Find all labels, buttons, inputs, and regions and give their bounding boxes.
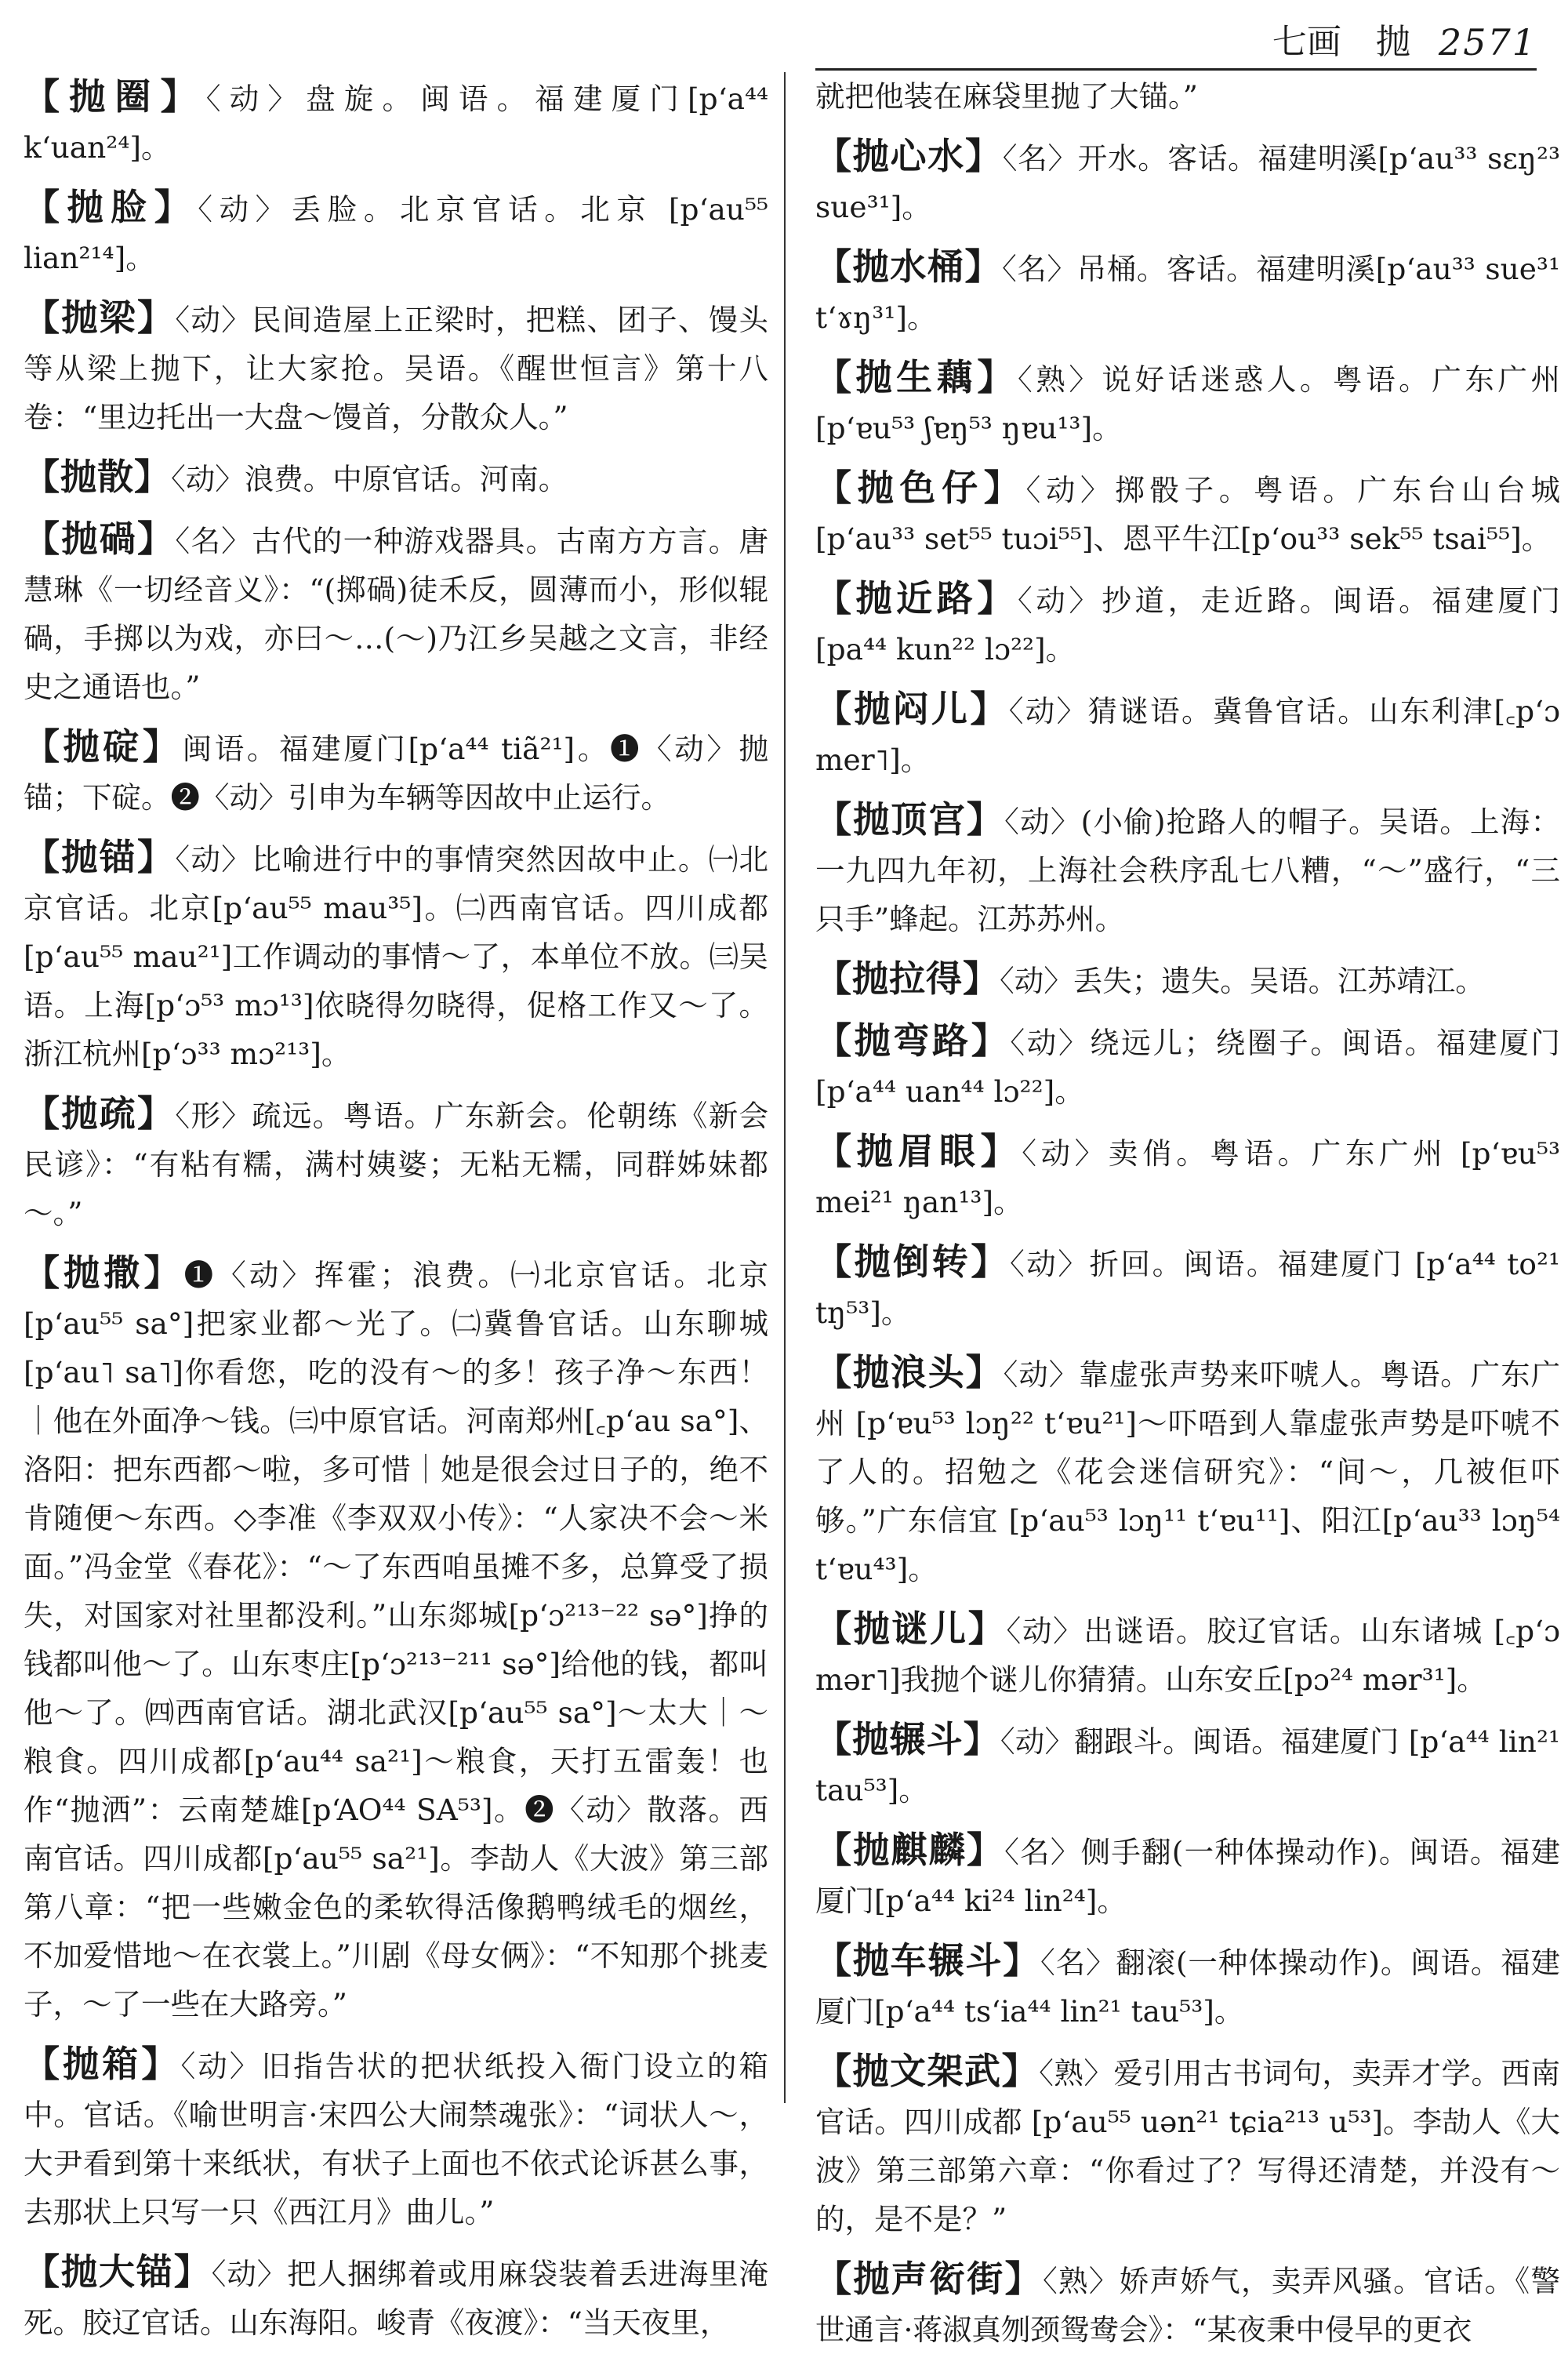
dictionary-entry [24, 1089, 768, 1237]
entry-headword: 【 抛拉得 】 [815, 957, 1000, 1000]
page-header [815, 8, 1537, 71]
entry-definition: 〈动〉丢脸。北京官话。北京 [pʻau⁵⁵ lian²¹⁴]。 [24, 192, 769, 275]
entry-headword: 【 抛疏 】 [24, 1092, 175, 1135]
entry-headword: 【 抛梁 】 [24, 296, 175, 339]
entry-definition: 〈名〉吊桶。客话。福建明溪[pʻau³³ sue³¹ tʻɤŋ³¹]。 [815, 252, 1560, 335]
entry-headword: 【 抛碇 】 [24, 725, 183, 768]
entry-definition: 〈名〉开水。客话。福建明溪[pʻau³³ sɛŋ²³ sue³¹]。 [815, 141, 1561, 224]
dictionary-entry [24, 183, 768, 282]
entry-definition: 〈熟〉娇声娇气，卖弄风骚。官话。《警世通言·蒋淑真刎颈鸳鸯会》：“某夜秉中侵早的更衣 [815, 2264, 1561, 2347]
page-number: 2571 [1438, 21, 1537, 64]
dictionary-entry [815, 1016, 1560, 1116]
entry-definition: 〈动〉把人捆绑着或用麻袋装着丢进海里淹死。胶辽官话。山东海阳。峻青《夜渡》：“当天夜里， [24, 2257, 769, 2340]
entry-definition: 〈动〉抄道，走近路。闽语。福建厦门 [pa⁴⁴ kun²² lɔ²²]。 [815, 583, 1561, 667]
entry-definition: ❶〈动〉挥霍；浪费。㈠北京官话。北京[pʻau⁵⁵ sa°]把家业都～光了。㈡冀鲁官话。山东聊城[pʻau˥ sa˥]你看您，吃的没有～的多！孩子净～东西！｜他在外面净～钱。㈢中原官话。河南郑州[꜀pʻau sa°]、洛阳：把东西都～啦，多可惜｜她是很会过日子的，绝不肯随便～东西。◇李准《李双双小传》：“人家决不会～米面。”冯金堂《春花》：“～了东西咱虽摊不多，总算受了损失，对国家对社里都没利。”山东郯城[pʻɔ²¹³⁻²² sə°]挣的钱都叫他～了。山东枣庄[pʻɔ²¹³⁻²¹¹ sə°]给他的钱，都叫他～了。㈣西南官话。湖北武汉[pʻau⁵⁵ sa°]～太大｜～粮食。四川成都[pʻau⁴⁴ sa²¹]～粮食，天打五雷轰！也作“抛洒”：云南楚雄[pʻAO⁴⁴ SA⁵³]。❷〈动〉散落。西南官话。四川成都[pʻau⁵⁵ sa²¹]。李劼人《大波》第三部第八章：“把一些嫩金色的柔软得活像鹅鸭绒毛的烟丝，不加爱惜地～在衣裳上。”川剧《母女俩》：“不知那个挑麦子，～了一些在大路旁。” [24, 1258, 769, 2022]
dictionary-entry [24, 2247, 768, 2347]
entry-definition: 〈动〉比喻进行中的事情突然因故中止。㈠北京官话。北京[pʻau⁵⁵ mau³⁵]。㈡西南官话。四川成都[pʻau⁵⁵ mau²¹]工作调动的事情～了，本单位不放。㈢吴语。上海[pʻɔ⁵³ mɔ¹³]依晓得勿晓得，促格工作又～了。浙江杭州[pʻɔ³³ mɔ²¹³]。 [24, 842, 769, 1071]
entry-definition: 〈动〉卖俏。粤语。广东广州 [pʻɐu⁵³ mei²¹ ŋan¹³]。 [815, 1136, 1561, 1219]
entry-definition: 〈熟〉爱引用古书词句，卖弄才学。西南官话。四川成都 [pʻau⁵⁵ uən²¹ tɕia²¹³ u⁵³]。李劼人《大波》第三部第六章：“你看过了？写得还清楚，并没有～的，是不是？” [815, 2056, 1561, 2236]
entry-definition: 〈动〉出谜语。胶辽官话。山东诸城 [꜀pʻɔ mər˥]我抛个谜儿你猜猜。山东安丘[pɔ²⁴ mər³¹]。 [815, 1614, 1561, 1697]
entry-definition: 〈动〉旧指告状的把状纸投入衙门设立的箱中。官话。《喻世明言·宋四公大闹禁魂张》：“词状人～，大尹看到第十来纸状，有状子上面也不依式论诉甚么事，去那状上只写一只《西江月》曲儿。” [24, 2049, 769, 2229]
entry-definition: 〈动〉掷骰子。粤语。广东台山台城 [pʻau³³ set⁵⁵ tuɔi⁵⁵]、恩平牛江[pʻou³³ sek⁵⁵ tsai⁵⁵]。 [815, 473, 1560, 556]
entry-headword: 【 抛车辗斗 】 [815, 1939, 1040, 1982]
entry-headword: 【 抛心水 】 [815, 135, 1003, 177]
continuation-text: 就把他装在麻袋里抛了大锚。” [815, 79, 1198, 114]
entry-definition: 〈名〉翻滚(一种体操动作)。闽语。福建厦门[pʻa⁴⁴ tsʻia⁴⁴ lin²¹ tau⁵³]。 [815, 1945, 1561, 2029]
dictionary-entry [815, 1825, 1560, 1925]
dictionary-entry [24, 1248, 768, 2029]
dictionary-entry [24, 722, 768, 822]
entry-definition: 〈动〉民间造屋上正梁时，把糕、团子、馒头等从梁上抛下，让大家抢。吴语。《醒世恒言》第十八卷：“里边托出一大盘～馒首，分散众人。” [24, 303, 769, 434]
entry-headword: 【 抛弯路 】 [815, 1019, 1010, 1062]
entry-headword: 【 抛谜儿 】 [815, 1607, 1007, 1650]
dictionary-entry [815, 685, 1560, 784]
entry-definition: 〈动〉翻跟斗。闽语。福建厦门 [pʻa⁴⁴ lin²¹ tau⁵³]。 [815, 1724, 1561, 1807]
dictionary-entry [815, 353, 1560, 452]
entry-definition: 〈动〉绕远儿；绕圈子。闽语。福建厦门[pʻa⁴⁴ uan⁴⁴ lɔ²²]。 [815, 1026, 1561, 1109]
entry-definition: 闽语。福建厦门[pʻa⁴⁴ tiã²¹]。❶〈动〉抛锚；下碇。❷〈动〉引申为车辆等因故中止运行。 [24, 732, 769, 815]
entry-headword: 【 抛大锚 】 [24, 2250, 212, 2293]
entry-headword: 【 抛麒麟 】 [815, 1829, 1004, 1871]
entry-headword: 【 抛浪头 】 [815, 1351, 1004, 1393]
dictionary-entry [815, 1604, 1560, 1704]
dictionary-entry [815, 132, 1560, 231]
entry-definition: 〈动〉丢失；遗失。吴语。江苏靖江。 [1000, 964, 1485, 998]
section-label: 七画 抛 [1272, 22, 1410, 62]
dictionary-entry [815, 1237, 1560, 1337]
dictionary-entry [24, 2040, 768, 2236]
right-column [815, 72, 1561, 2347]
entry-definition: 〈动〉盘旋。闽语。福建厦门[pʻa⁴⁴ kʻuan²⁴]。 [24, 82, 769, 165]
right-entries [815, 132, 1560, 2354]
dictionary-entry [24, 514, 768, 711]
entry-definition: 〈动〉浪费。中原官话。河南。 [171, 462, 568, 496]
left-column [24, 72, 769, 2340]
entry-headword: 【 抛眉眼 】 [815, 1130, 1022, 1172]
dictionary-entry [815, 954, 1560, 1005]
dictionary-entry [24, 72, 768, 172]
entry-headword: 【 抛近路 】 [815, 577, 1018, 619]
dictionary-entry [815, 795, 1560, 943]
dictionary-entry [815, 1348, 1560, 1593]
entry-headword: 【 抛生藕 】 [815, 356, 1018, 398]
entry-headword: 【 抛锚 】 [24, 836, 175, 878]
column-divider [784, 72, 786, 2103]
entry-definition: 〈动〉靠虚张声势来吓唬人。粤语。广东广州 [pʻɐu⁵³ lɔŋ²² tʻɐu²¹]～吓唔到人靠虚张声势是吓唬不了人的。招勉之《花会迷信研究》：“间～，几被佢吓够。”广东信宜 [pʻau⁵³ lɔŋ¹¹ tʻɐu¹¹]、阳江[pʻau³³ lɔŋ⁵⁴ tʻɐu⁴³]。 [815, 1357, 1561, 1586]
dictionary-entry [815, 1127, 1560, 1226]
entry-definition: 〈名〉古代的一种游戏器具。古南方方言。唐慧琳《一切经音义》：“(掷碢)徒禾反，圆薄而小，形似辊碢，手掷以为戏，亦曰～…(～)乃江乡吴越之文言，非经史之通语也。” [24, 524, 769, 704]
dictionary-entry [815, 463, 1560, 563]
entry-definition: 〈形〉疏远。粤语。广东新会。伦朝练《新会民谚》：“有粘有糯，满村姨婆；无粘无糯，同群姊妹都～。” [24, 1099, 769, 1230]
entry-headword: 【 抛闷儿 】 [815, 688, 1009, 730]
entry-headword: 【 抛撒 】 [24, 1251, 184, 1294]
entry-headword: 【 抛辗斗 】 [815, 1718, 1000, 1760]
entry-headword: 【 抛声衒街 】 [815, 2258, 1043, 2300]
dictionary-entry [815, 574, 1560, 674]
dictionary-entry [815, 242, 1560, 342]
dictionary-entry [815, 1715, 1560, 1815]
dictionary-entry [24, 833, 768, 1078]
entry-headword: 【 抛碢 】 [24, 518, 175, 560]
entry-headword: 【 抛散 】 [24, 456, 171, 498]
entry-headword: 【 抛色仔 】 [815, 467, 1025, 509]
dictionary-entry [24, 452, 768, 503]
dictionary-entry [815, 1936, 1560, 2036]
entry-definition: 〈动〉折回。闽语。福建厦门 [pʻa⁴⁴ to²¹ tŋ⁵³]。 [815, 1247, 1561, 1330]
entry-definition: 〈动〉猜谜语。冀鲁官话。山东利津[꜀pʻɔ mer˥]。 [815, 694, 1560, 777]
entry-headword: 【 抛箱 】 [24, 2043, 180, 2085]
entry-headword: 【 抛水桶 】 [815, 245, 1002, 288]
entry-headword: 【 抛文架武 】 [815, 2050, 1039, 2092]
dictionary-entry [24, 293, 768, 441]
dictionary-entry [815, 2254, 1560, 2354]
entry-headword: 【 抛脸 】 [24, 186, 198, 228]
entry-headword: 【 抛顶宫 】 [815, 798, 1004, 841]
entry-definition: 〈名〉侧手翻(一种体操动作)。闽语。福建厦门[pʻa⁴⁴ ki²⁴ lin²⁴]。 [815, 1835, 1561, 1918]
entry-headword: 【 抛圈 】 [24, 75, 206, 118]
entry-definition: 〈动〉(小偷)抢路人的帽子。吴语。上海：一九四九年初，上海社会秩序乱七八糟，“～”盛行，“三只手”蜂起。江苏苏州。 [815, 805, 1561, 936]
entry-headword: 【 抛倒转 】 [815, 1241, 1010, 1283]
entry-definition: 〈熟〉说好话迷惑人。粤语。广东广州[pʻɐu⁵³ ʃɐŋ⁵³ ŋɐu¹³]。 [815, 362, 1561, 445]
dictionary-entry [815, 2047, 1560, 2243]
